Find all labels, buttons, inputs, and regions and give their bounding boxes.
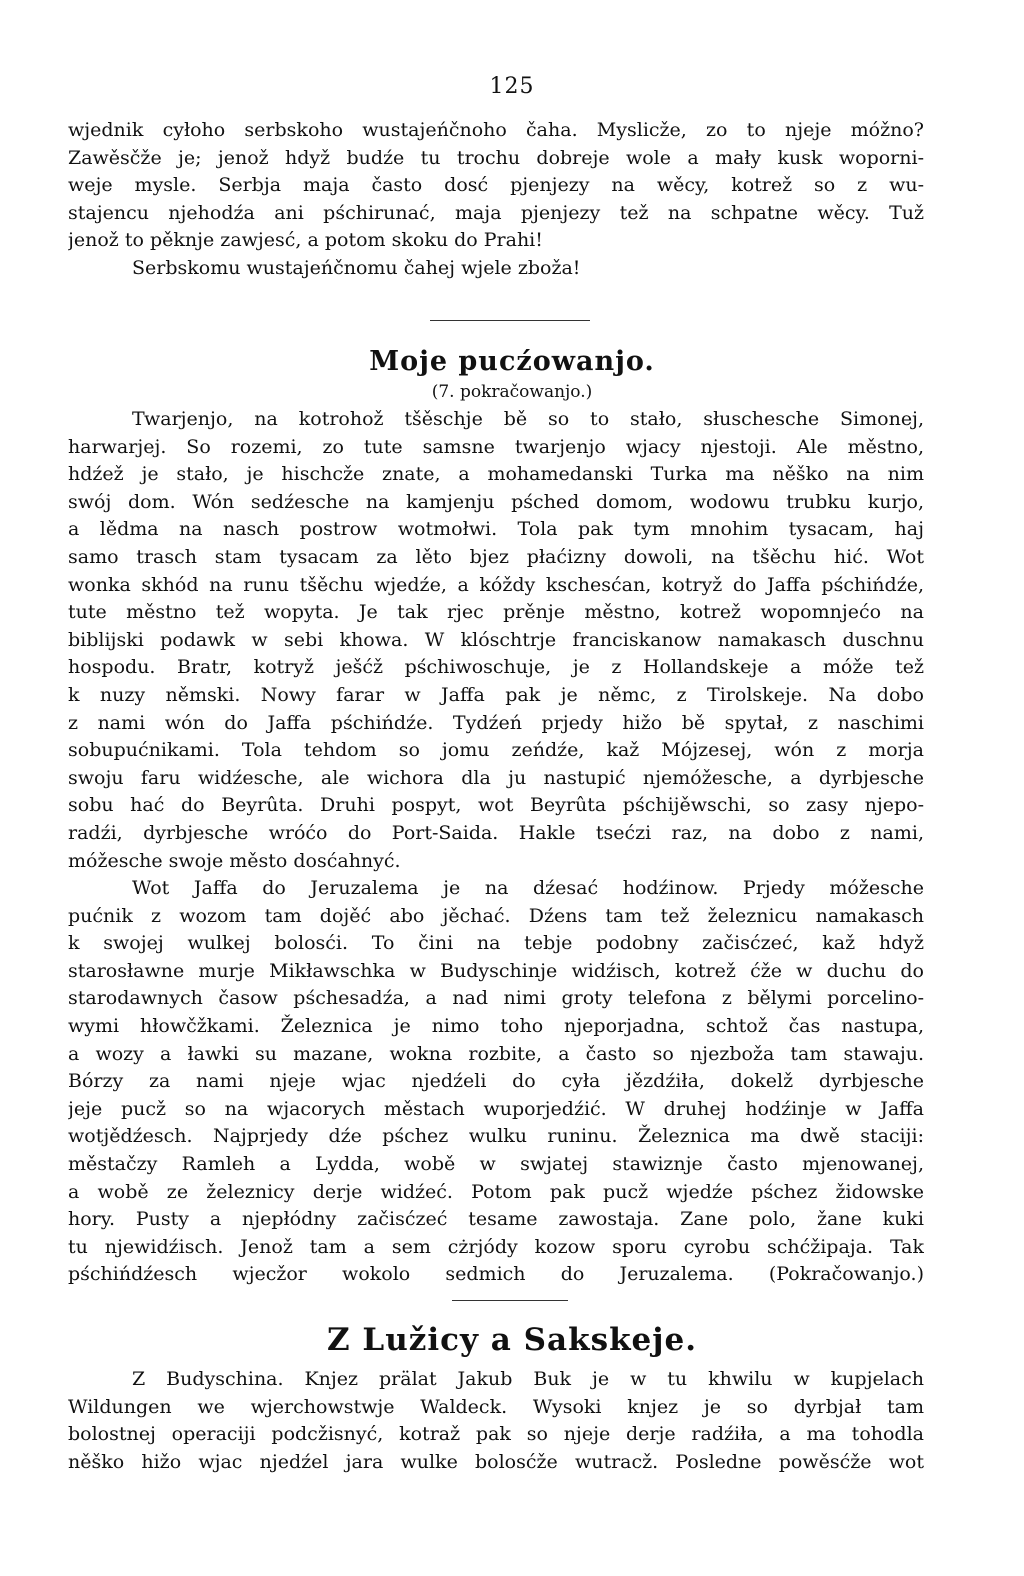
- text-line: stajencu njehodźa ani pśchirunać, maja pjenjezy tež na schpatne wěcy. Tuž: [68, 201, 924, 224]
- section-divider: [452, 1300, 568, 1301]
- text-line: bolostnej operaciji podcžisnyć, kotraž pak so njeje derje radźiła, a ma tohodla: [68, 1423, 924, 1446]
- text-line: k swojej wulkej bolosći. To čini na tebje podobny začisćzeć, kaž hdyž: [68, 932, 924, 955]
- text-line: wymi hłowčžkami. Železnica je nimo toho njeporjadna, schtož čas nastupa,: [68, 1015, 924, 1038]
- text-line: něško hižo wjac njedźel jara wulke bolosćže wutracž. Posledne powěsćže wot: [68, 1450, 924, 1473]
- text-line: biblijski podawk w sebi khowa. W klóschtrje franciskanow namakasch duschnu: [68, 628, 924, 651]
- text-line: starosławne murje Mikławschka w Budyschinje widźisch, kotrež ćže w duchu do: [68, 959, 924, 982]
- text-line: wjednik cyłoho serbskoho wustajeńčnoho čaha. Myslicže, zo to njeje móžno?: [68, 119, 924, 141]
- text-line: starodawnych časow pśchesadźa, a nad nimi groty telefona z bělymi porcelino-: [68, 987, 924, 1010]
- text-line: a lědma na nasch postrow wotmołwi. Tola pak tym mnohim tysacam, haj: [68, 518, 924, 541]
- text-line: sobu hać do Beyrûta. Druhi pospyt, wot Beyrûta pśchijěwschi, so zasy njepo-: [68, 794, 924, 817]
- section-title: Z Lužicy a Sakskeje.: [326, 1322, 698, 1358]
- text-line: z nami wón do Jaffa pśchińdźe. Tydźeń prjedy hižo bě spytał, z naschimi: [68, 711, 924, 734]
- article-body: [68, 406, 924, 1289]
- text-line: wotjědźesch. Najprjedy dźe pśchez wulku runinu. Železnica ma dwě staciji:: [68, 1125, 924, 1148]
- intro-paragraph: [68, 117, 924, 283]
- text-line: jenož to pěknje zawjesć, a potom skoku do Prahi!: [68, 229, 543, 252]
- text-line: radźi, dyrbjesche wróćo do Port-Saida. Hakle tsećzi raz, na dobo z nami,: [68, 821, 924, 844]
- text-line: tute městno tež wopyta. Je tak rjec prěnje městno, kotrež wopomnjećo na: [68, 601, 924, 624]
- text-line: móžesche swoje město dosćahnyć.: [68, 849, 401, 872]
- text-line: Wot Jaffa do Jeruzalema je na dźesać hodźinow. Prjedy móžesche: [132, 877, 924, 900]
- text-line: wonka skhód na runu tšěchu wjedźe, a kóždy kschesćan, kotryž do Jaffa pśchińdźe,: [68, 573, 924, 596]
- text-line: Twarjenjo, na kotrohož tšěschje bě so to stało, słuschesche Simonej,: [132, 408, 924, 430]
- text-line: Serbskomu wustajeńčnomu čahej wjele zboža!: [132, 256, 581, 279]
- text-line: a wobě ze železnicy derje widźeć. Potom pak pucž wjedźe pśchez židowske: [68, 1180, 924, 1203]
- text-line: Bórzy za nami njeje wjac njedźeli do cyła jězdźiła, dokelž dyrbjesche: [68, 1070, 924, 1093]
- text-line: městačzy Ramleh a Lydda, wobě w swjatej stawiznje často mjenowanej,: [68, 1153, 924, 1176]
- text-line: Zawěsčže je; jenož hdyž budźe tu trochu dobreje wole a mały kusk woporni-: [68, 146, 924, 169]
- text-line: swój dom. Wón sedźesche na kamjenju pśched domom, wodowu trubku kurjo,: [68, 490, 924, 513]
- text-line: hory. Pusty a njepłódny začisćzeć tesame zawostaja. Zane polo, žane kuki: [68, 1208, 924, 1231]
- text-line: k nuzy němski. Nowy farar w Jaffa pak je němc, z Tirolskeje. Na dobo: [68, 683, 924, 706]
- text-line: pśchińdźesch wjecžor wokolo sedmich do Jeruzalema. (Pokračowanjo.): [68, 1263, 924, 1286]
- text-line: weje mysle. Serbja maja často dosć pjenjezy na wěcy, kotrež so z wu-: [68, 174, 924, 197]
- text-line: harwarjej. So rozemi, zo tute samsne twarjenjo wjacy njestoji. Ale městno,: [68, 435, 924, 458]
- text-line: hospodu. Bratr, kotryž ješćž pśchiwoschuje, je z Hollandskeje a móže tež: [68, 656, 924, 679]
- article-title: Moje pucźowanjo.: [369, 346, 655, 377]
- page-number: 125: [489, 74, 535, 99]
- news-body: [68, 1366, 924, 1476]
- text-line: a wozy a ławki su mazane, wokna rozbite, a často so njezboža tam stawaju.: [68, 1042, 924, 1065]
- text-line: jeje pucž so na wjacorych městach wuporjedźić. W druhej hodźinje w Jaffa: [68, 1097, 924, 1120]
- text-line: samo trasch stam tysacam za lěto bjez płaćizny dowoli, na tšěchu hić. Wot: [68, 545, 924, 568]
- text-line: Wildungen we wjerchowstwje Waldeck. Wysoki knjez je so dyrbjał tam: [68, 1395, 924, 1418]
- text-line: sobupućnikami. Tola tehdom so jomu zeńdźe, kaž Mójzesej, wón z morja: [68, 739, 924, 762]
- text-line: tu njewidźisch. Jenož tam a sem cżrjódy kozow sporu cyrobu schćžipaja. Tak: [68, 1235, 924, 1258]
- article-subtitle: (7. pokračowanjo.): [431, 382, 593, 402]
- section-divider: [430, 320, 590, 321]
- text-line: pućnik z wozom tam dojěć abo jěchać. Dźens tam tež železnicu namakasch: [68, 904, 924, 927]
- text-line: Z Budyschina. Knjez prälat Jakub Buk je w tu khwilu w kupjelach: [132, 1368, 924, 1390]
- text-line: swoju faru widźesche, ale wichora dla ju nastupić njemóžesche, a dyrbjesche: [68, 766, 924, 789]
- text-line: hdźež je stało, je hischcže znate, a mohamedanski Turka ma něško na nim: [68, 463, 924, 486]
